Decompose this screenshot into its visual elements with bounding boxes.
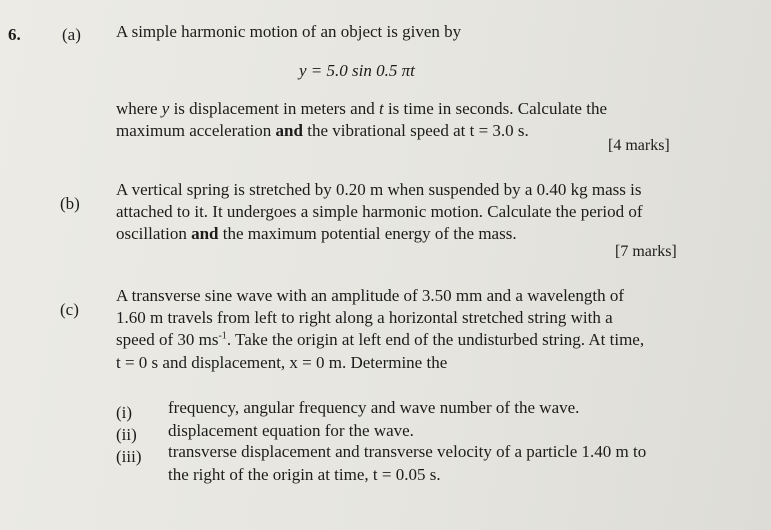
superscript: -1 [218,330,227,342]
part-b-line1: A vertical spring is stretched by 0.20 m when suspended by a 0.40 kg mass is [116,180,642,199]
part-a-line1: A simple harmonic motion of an object is given by [116,22,462,41]
text: oscillation [116,224,192,243]
item-label: (ii) [116,425,137,444]
part-a-equation: y = 5.0 sin 0.5 πt [299,61,415,80]
part-b-line2: attached to it. It undergoes a simple harmonic motion. Calculate the period of [116,202,643,221]
text: is displacement in meters and [169,99,379,118]
item-label: (iii) [116,447,142,466]
part-a-label: (a) [62,25,81,44]
var-t: t [378,99,384,118]
item-label: (i) [116,403,133,422]
and-emphasis: and [275,121,303,140]
part-c-line1: A transverse sine wave with an amplitude of 3.50 mm and a wavelength of [116,286,624,305]
item-text-cont: the right of the origin at time, t = 0.05 s. [168,465,441,484]
item-text: transverse displacement and transverse velocity of a particle 1.40 m to [168,442,647,461]
part-c-line2: 1.60 m travels from left to right along a horizontal stretched string with a [116,308,613,327]
part-b-line3 [116,224,517,244]
part-c-line3 [116,330,644,350]
question-number: 6. [8,25,21,44]
text: the vibrational speed at t = 3.0 s. [302,121,529,140]
part-a-line2 [116,99,607,119]
part-a-line3 [116,121,529,141]
item-text: displacement equation for the wave. [168,421,414,440]
part-b-label: (b) [60,194,80,213]
part-c-label: (c) [60,300,79,319]
text: speed of 30 ms [116,330,219,349]
and-emphasis: and [191,224,219,243]
part-b-marks: [7 marks] [615,243,677,260]
text: is time in seconds. Calculate the [383,99,607,118]
var-y: y [161,99,170,118]
text: maximum acceleration [116,121,276,140]
text: the maximum potential energy of the mass. [218,224,517,243]
text: . Take the origin at left end of the undisturbed string. At time, [226,330,645,349]
text: where [116,99,162,118]
item-text: frequency, angular frequency and wave number of the wave. [168,398,580,417]
part-c-line4: t = 0 s and displacement, x = 0 m. Determine the [116,353,448,372]
part-a-marks: [4 marks] [608,137,670,154]
